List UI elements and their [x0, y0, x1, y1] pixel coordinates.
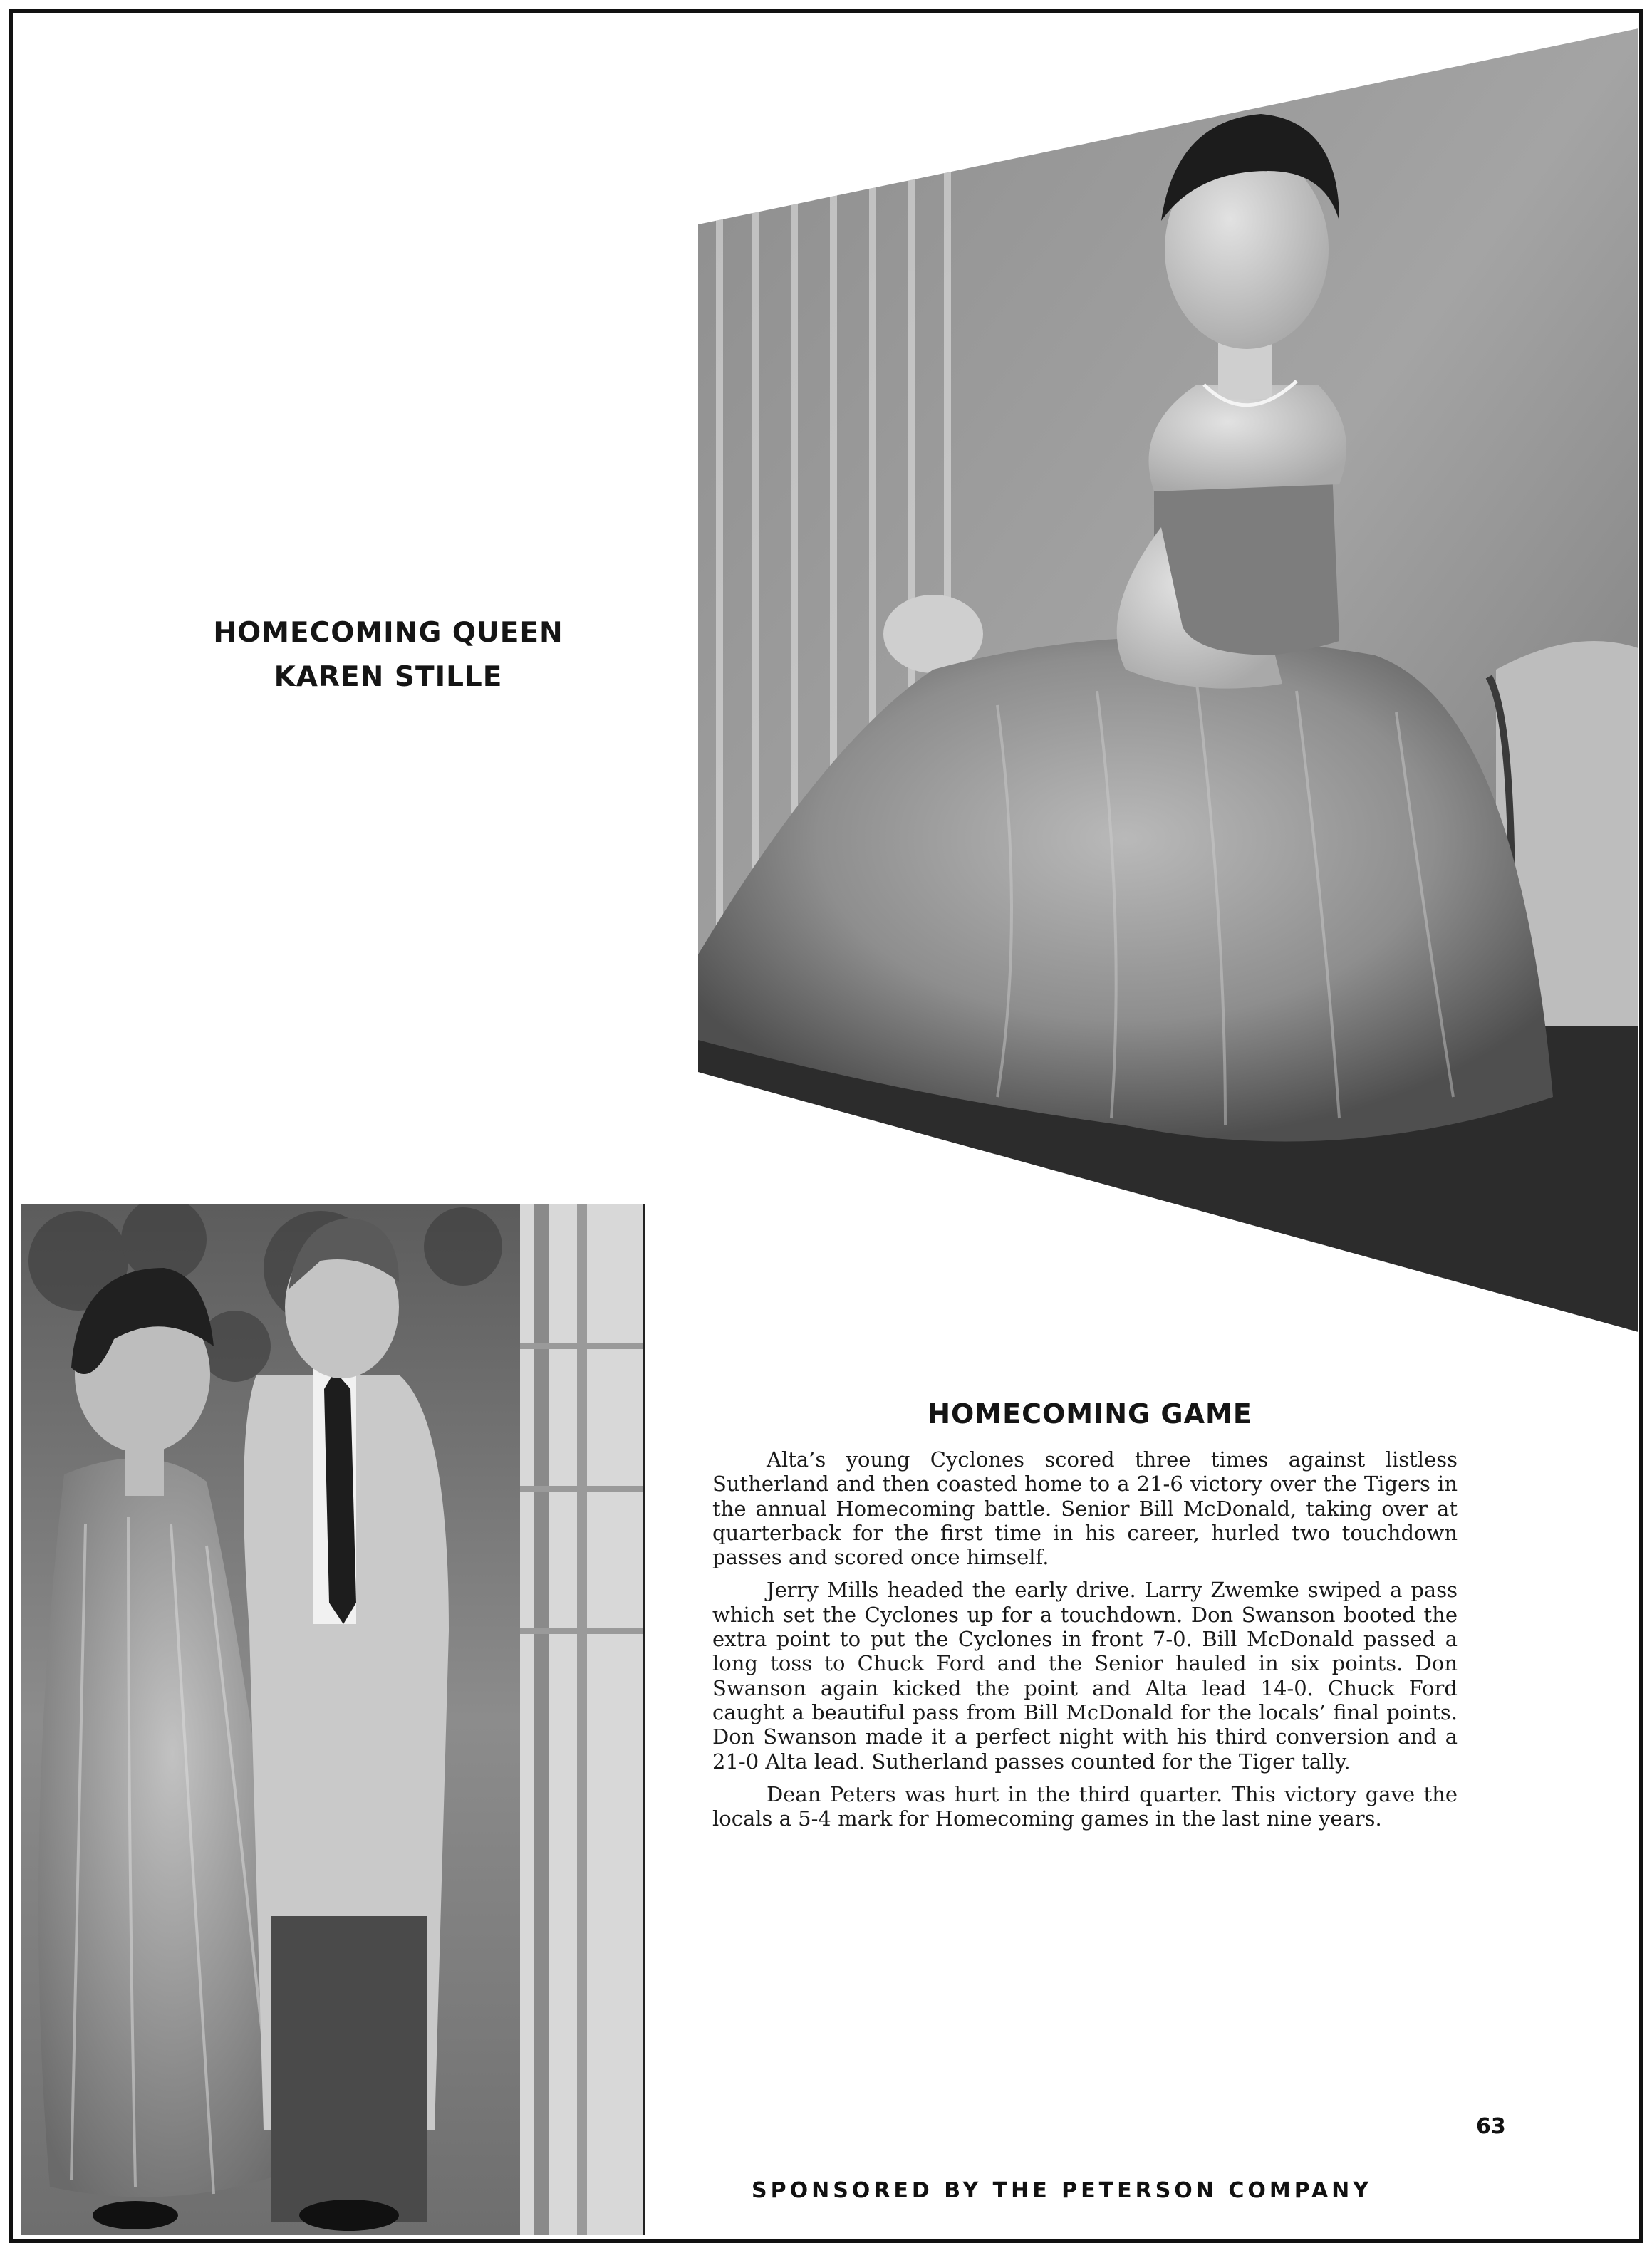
- article-paragraph: Jerry Mills headed the early drive. Larry Zwemke swiped a pass which set the Cyclones up for a touchdown. Don Swanson booted the extra point to put the Cyclones in front 7-0. Bill McDonald passed a long toss to Chuck Ford and the Senior hauled in six points. Don Swanson again kicked the point and Alta lead 14-0. Chuck Ford caught a beautiful pass from Bill McDonald for the locals’ final points. Don Swanson made it a perfect night with his third conversion and a 21-0 Alta lead. Sutherland passes counted for the Tiger tally.: [712, 1578, 1458, 1774]
- queen-caption: [207, 611, 570, 699]
- page-number: 63: [1476, 2114, 1506, 2139]
- couple-photo: [21, 1204, 645, 2235]
- sponsor-line: SPONSORED BY THE PETERSON COMPANY: [752, 2178, 1373, 2203]
- queen-caption-line1: HOMECOMING QUEEN: [213, 617, 563, 649]
- game-title: HOMECOMING GAME: [928, 1398, 1252, 1430]
- article-paragraph: Alta’s young Cyclones scored three times against listless Sutherland and then coasted home to a 21-6 victory over the Tigers in the annual Homecoming battle. Senior Bill McDonald, taking over at quarterback for the first time in his career, hurled two touchdown passes and scored once himself.: [712, 1447, 1458, 1570]
- queen-photo: [698, 28, 1638, 1332]
- queen-caption-line2: KAREN STILLE: [274, 661, 503, 693]
- game-article: [712, 1447, 1458, 1839]
- article-paragraph: Dean Peters was hurt in the third quarter. This victory gave the locals a 5-4 mark for Homecoming games in the last nine years.: [712, 1781, 1458, 1831]
